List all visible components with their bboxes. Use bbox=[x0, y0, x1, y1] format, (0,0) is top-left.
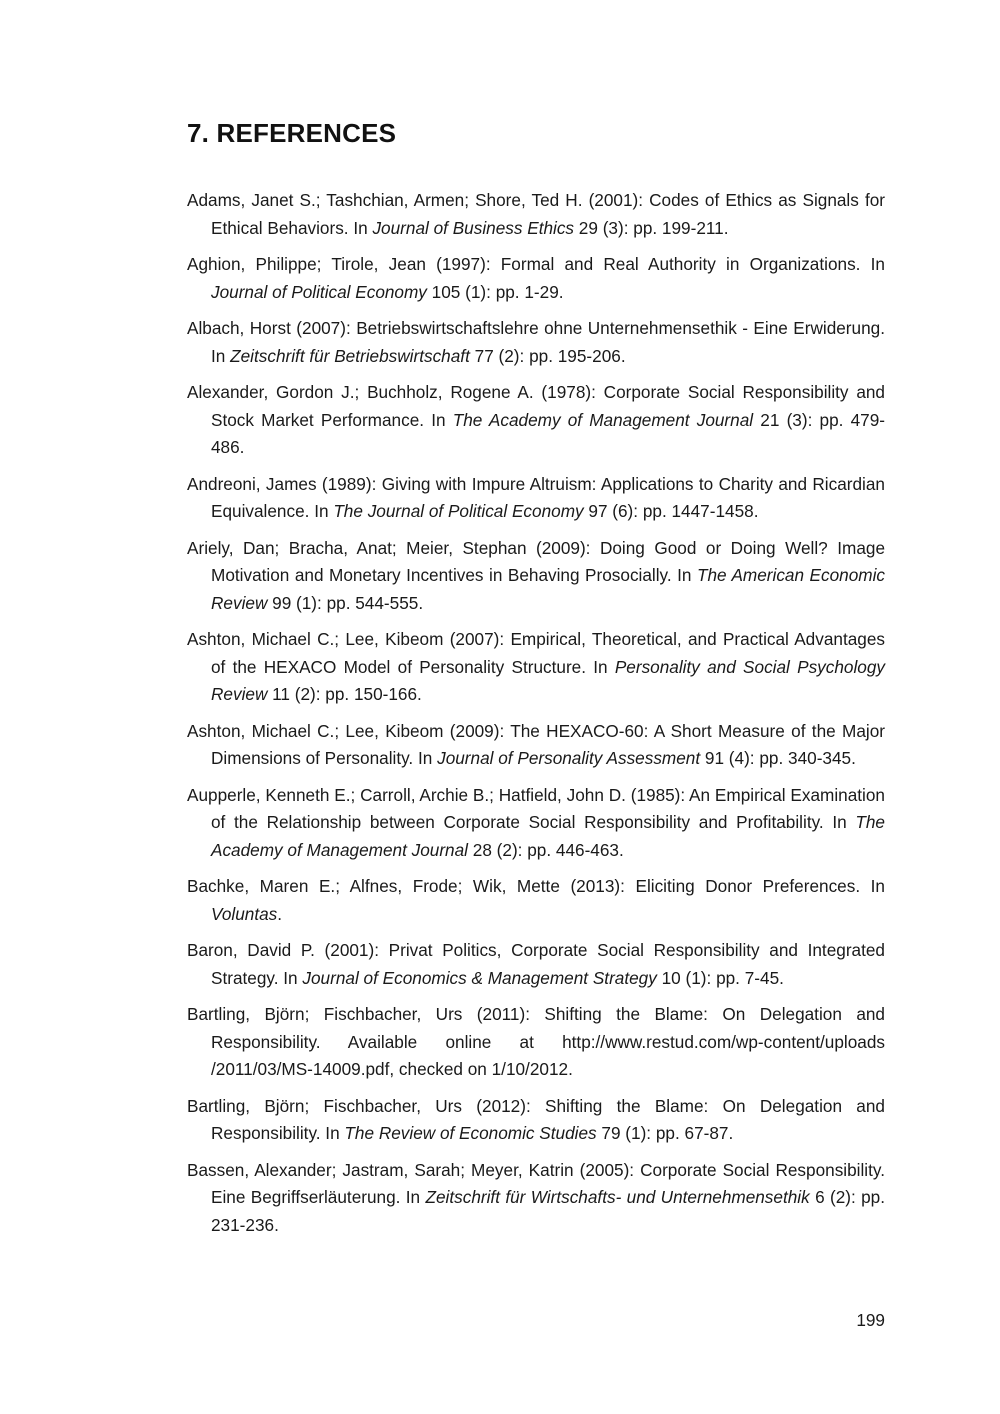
reference-journal: The Academy of Management Journal bbox=[452, 409, 754, 430]
reference-journal: Journal of Economics & Management Strategy bbox=[302, 967, 657, 988]
reference-entry bbox=[187, 187, 885, 242]
page-number: 199 bbox=[856, 1310, 885, 1330]
reference-details: 99 (1): pp. 544-555. bbox=[267, 592, 424, 613]
reference-journal: The Journal of Political Economy bbox=[333, 501, 584, 521]
reference-text: Bassen, Alexander; Jastram, Sarah; Meyer, Katrin (2005): Corporate Social Responsibility. Eine Begriffserläuterung. In bbox=[187, 1159, 885, 1207]
reference-journal: Zeitschrift für Betriebswirtschaft bbox=[230, 345, 470, 366]
reference-text: Aghion, Philippe; Tirole, Jean (1997): Formal and Real Authority in Organizations. In bbox=[187, 254, 885, 274]
reference-entry bbox=[187, 937, 885, 992]
reference-entry bbox=[187, 379, 885, 462]
reference-text: Bartling, Björn; Fischbacher, Urs (2011): Shifting the Blame: On Delegation and Responsibility. Available online at http://www.restud.com/wp-content/uploads /2011/03/MS-14009.pdf, checked on 1/10/2012. bbox=[187, 1004, 885, 1079]
reference-text: Ariely, Dan; Bracha, Anat; Meier, Stephan (2009): Doing Good or Doing Well? Image Motivation and Monetary Incentives in Behaving Prosocially. In bbox=[187, 537, 885, 585]
reference-journal: Zeitschrift für Wirtschafts- und Unternehmensethik bbox=[425, 1187, 810, 1207]
reference-details: 28 (2): pp. 446-463. bbox=[468, 839, 624, 860]
reference-journal: Personality and Social Psychology Review bbox=[211, 656, 886, 704]
reference-journal: The American Economic Review bbox=[211, 565, 885, 613]
reference-list bbox=[187, 187, 885, 1248]
reference-entry bbox=[187, 471, 885, 526]
reference-entry bbox=[187, 1001, 885, 1084]
reference-details: 91 (4): pp. 340-345. bbox=[700, 748, 856, 768]
reference-details: 10 (1): pp. 7-45. bbox=[656, 967, 784, 988]
reference-entry bbox=[187, 626, 885, 709]
reference-text: Alexander, Gordon J.; Buchholz, Rogene A. (1978): Corporate Social Responsibility and Stock Market Performance. In bbox=[187, 382, 885, 430]
reference-journal: The Review of Economic Studies bbox=[344, 1123, 597, 1143]
reference-text: Ashton, Michael C.; Lee, Kibeom (2007): Empirical, Theoretical, and Practical Advantages of the HEXACO Model of Personality Structure. In bbox=[187, 629, 885, 677]
reference-entry bbox=[187, 1157, 885, 1240]
section-heading: 7. REFERENCES bbox=[187, 118, 397, 148]
reference-details: 6 (2): pp. 231-236. bbox=[211, 1187, 886, 1235]
reference-entry bbox=[187, 535, 885, 618]
reference-entry bbox=[187, 782, 885, 865]
reference-journal: Journal of Business Ethics bbox=[372, 217, 575, 238]
reference-journal: Voluntas bbox=[211, 903, 278, 924]
reference-journal: Journal of Political Economy bbox=[211, 281, 427, 302]
reference-details: 97 (6): pp. 1447-1458. bbox=[583, 501, 759, 521]
reference-entry bbox=[187, 873, 885, 928]
reference-entry bbox=[187, 1093, 885, 1148]
reference-details: 29 (3): pp. 199-211. bbox=[574, 217, 729, 238]
reference-text: Adams, Janet S.; Tashchian, Armen; Shore, Ted H. (2001): Codes of Ethics as Signals for Ethical Behaviors. In bbox=[187, 190, 885, 238]
reference-text: Baron, David P. (2001): Privat Politics, Corporate Social Responsibility and Integrated Strategy. In bbox=[187, 940, 885, 988]
reference-text: Ashton, Michael C.; Lee, Kibeom (2009): The HEXACO-60: A Short Measure of the Major Dimensions of Personality. In bbox=[187, 720, 885, 768]
reference-journal: Journal of Personality Assessment bbox=[437, 748, 701, 768]
reference-details: 21 (3): pp. 479-486. bbox=[211, 409, 885, 457]
reference-text: Albach, Horst (2007): Betriebswirtschaftslehre ohne Unternehmensethik - Eine Erwiderung. In bbox=[187, 318, 885, 366]
reference-journal: The Academy of Management Journal bbox=[211, 812, 885, 860]
reference-text: Aupperle, Kenneth E.; Carroll, Archie B.; Hatfield, John D. (1985): An Empirical Examination of the Relationship between Corporate Social Responsibility and Profitability. In bbox=[187, 784, 885, 832]
reference-entry bbox=[187, 718, 885, 773]
reference-details: 11 (2): pp. 150-166. bbox=[267, 684, 422, 704]
reference-entry bbox=[187, 251, 885, 306]
reference-details: 105 (1): pp. 1-29. bbox=[426, 281, 564, 302]
reference-text: Bartling, Björn; Fischbacher, Urs (2012): Shifting the Blame: On Delegation and Responsibility. In bbox=[187, 1095, 885, 1143]
reference-text: Bachke, Maren E.; Alfnes, Frode; Wik, Mette (2013): Eliciting Donor Preferences. In bbox=[187, 876, 885, 896]
reference-details: 77 (2): pp. 195-206. bbox=[469, 345, 626, 366]
reference-details: 79 (1): pp. 67-87. bbox=[596, 1123, 734, 1143]
reference-text: Andreoni, James (1989): Giving with Impure Altruism: Applications to Charity and Ricardian Equivalence. In bbox=[187, 473, 885, 521]
reference-details: . bbox=[277, 903, 283, 924]
reference-entry bbox=[187, 315, 885, 370]
